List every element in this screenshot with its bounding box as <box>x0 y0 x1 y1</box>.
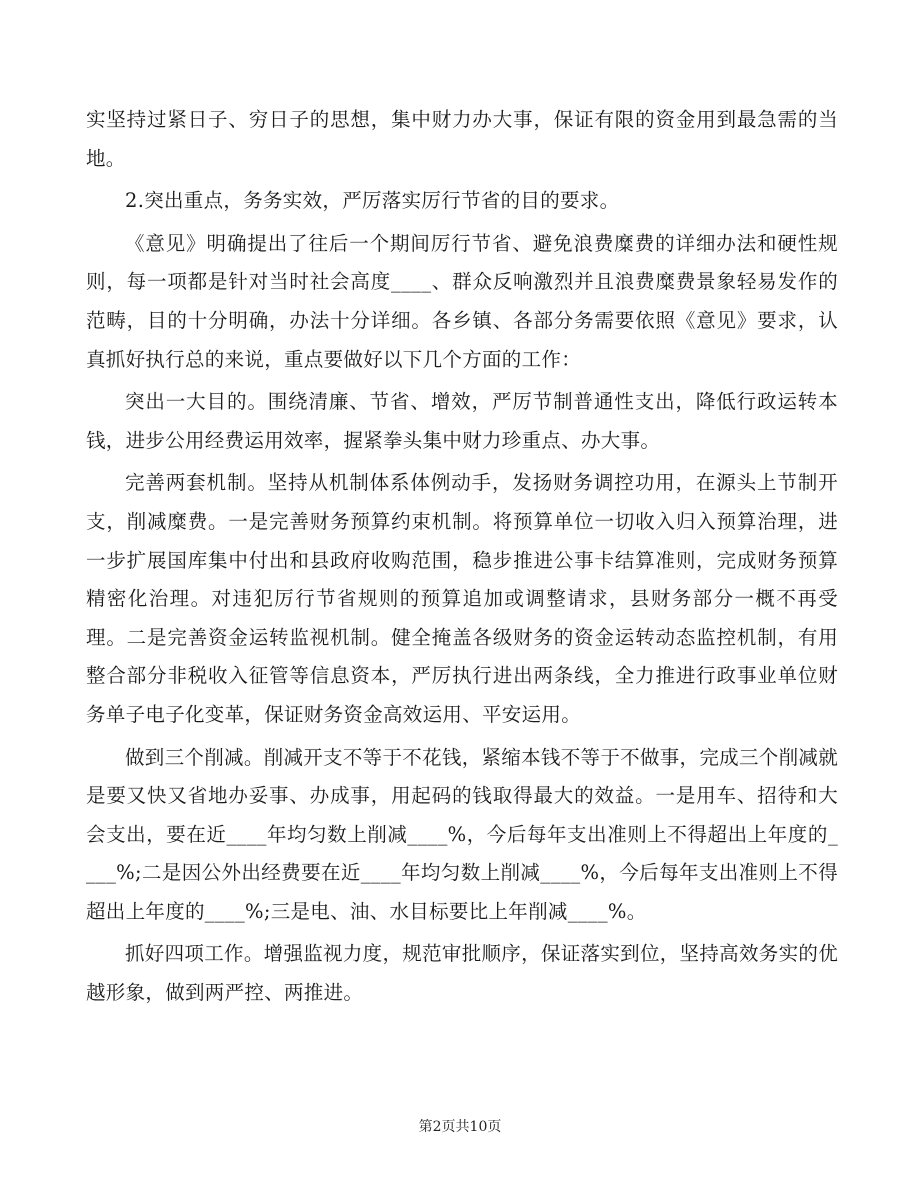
paragraph-two-mechanisms: 完善两套机制。坚持从机制体系体例动手，发扬财务调控功用，在源头上节制开支，削减糜费。一是完善财务预算约束机制。将预算单位一切收入归入预算治理，进一步扩展国库集中付出和县政府收购范围，稳步推进公事卡结算准则，完成财务预算精密化治理。对违犯厉行节省规则的预算追加或调整请求，县财务部分一概不再受理。二是完善资金运转监视机制。健全掩盖各级财务的资金运转动态监控机制，有用整合部分非税收入征管等信息资本，严厉执行进出两条线，全力推进行政事业单位财务单子电子化变革，保证财务资金高效运用、平安运用。 <box>86 471 838 726</box>
paragraph-one-goal: 突出一大目的。围绕清廉、节省、增效，严厉节制普通性支出，降低行政运转本钱，进步公用经费运用效率，握紧拳头集中财力珍重点、办大事。 <box>86 390 838 452</box>
paragraph-continuation: 实坚持过紧日子、穷日子的思想，集中财力办大事，保证有限的资金用到最急需的当地。 <box>86 108 838 170</box>
paragraph-opinion: 《意见》明确提出了往后一个期间厉行节省、避免浪费糜费的详细办法和硬性规则，每一项都是针对当时社会高度____、群众反响激烈并且浪费糜费景象轻易发作的范畴，目的十分明确，办法十分详细。各乡镇、各部分务需要依照《意见》要求，认真抓好执行总的来说，重点要做好以下几个方面的工作： <box>86 231 838 371</box>
paragraph-four-tasks: 抓好四项工作。增强监视力度，规范审批顺序，保证落实到位，坚持高效务实的优越形象，做到两严控、两推进。 <box>86 942 838 1005</box>
document-body <box>86 101 838 1017</box>
paragraph-heading-2: 2.突出重点，务务实效，严厉落实厉行节省的目的要求。 <box>125 189 620 213</box>
paragraph-three-reductions: 做到三个削减。削减开支不等于不花钱，紧缩本钱不等于不做事，完成三个削减就是要又快又省地办妥事、办成事，用起码的钱取得最大的效益。一是用车、招待和大会支出，要在近____年均匀数上削减____%，今后每年支出准则上不得超出上年度的____%;二是因公外出经费要在近____年均匀数上削减____%，今后每年支出准则上不得超出上年度的____%;三是电、油、水目标要比上年削减____%。 <box>86 745 838 923</box>
page-footer: 第2页共10页 <box>418 1119 502 1135</box>
